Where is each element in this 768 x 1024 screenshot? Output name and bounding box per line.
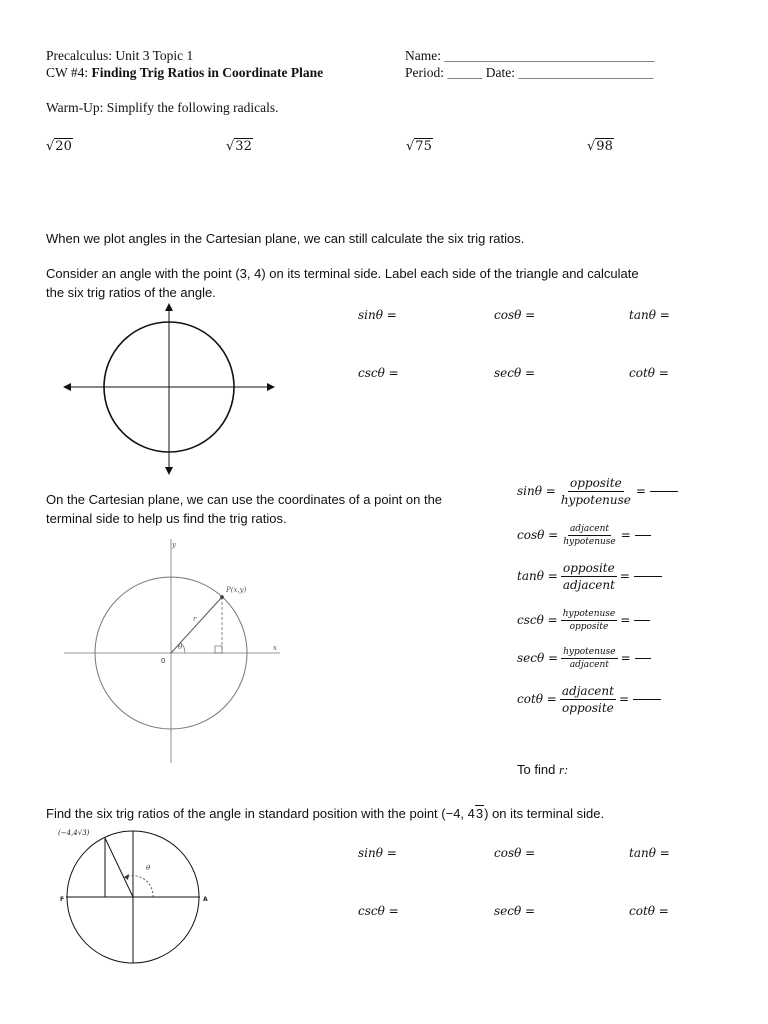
formula-cot: cotθ = $\frac{\text{adjacent}}{\text{opposite}}$ = bbox=[517, 684, 661, 715]
right-label-a: A bbox=[203, 896, 208, 903]
date-label: Date: bbox=[482, 65, 519, 80]
left-label-f: F bbox=[60, 896, 65, 903]
date-blank: ___________________________ bbox=[518, 69, 654, 80]
radical-2: √32 bbox=[226, 139, 252, 154]
assignment-title bbox=[46, 65, 323, 81]
period-date-line bbox=[405, 65, 653, 81]
tan-ratio-2: tanθ = bbox=[629, 846, 670, 860]
radius-label: r bbox=[193, 615, 197, 623]
cot-ratio-1: cotθ = bbox=[629, 366, 669, 380]
point-p-label: P(x,y) bbox=[226, 586, 247, 594]
name-line bbox=[405, 48, 654, 64]
course-title: Precalculus: Unit 3 Topic 1 bbox=[46, 48, 194, 63]
name-blank: __________________________________________ bbox=[444, 52, 655, 63]
circle-diagram-2 bbox=[58, 826, 228, 966]
period-label: Period: bbox=[405, 65, 448, 80]
sin-ratio-1: sinθ = bbox=[358, 308, 397, 322]
cartesian-line1: On the Cartesian plane, we can use the coordinates of a point on the bbox=[46, 492, 443, 507]
x-axis-label: x bbox=[273, 644, 277, 652]
formula-tan: tanθ = $\frac{\text{opposite}}{\text{adjacent}}$ = bbox=[517, 561, 662, 592]
warmup-prompt: Warm-Up: Simplify the following radicals. bbox=[46, 100, 279, 115]
point-label-2: (−4,4√3) bbox=[58, 829, 90, 837]
cartesian-line2: terminal side to help us find the trig ratios. bbox=[46, 511, 287, 526]
cot-ratio-2: cotθ = bbox=[629, 904, 669, 918]
name-label: Name: bbox=[405, 48, 445, 63]
cos-ratio-2: cosθ = bbox=[494, 846, 536, 860]
assignment-name: Finding Trig Ratios in Coordinate Plane bbox=[91, 65, 324, 80]
tan-ratio-1: tanθ = bbox=[629, 308, 670, 322]
radical-3: √75 bbox=[406, 139, 432, 154]
csc-ratio-1: cscθ = bbox=[358, 366, 399, 380]
y-axis-label: y bbox=[172, 541, 176, 549]
unit-circle-diagram bbox=[60, 535, 290, 765]
formula-sec: secθ = $\frac{\text{hypotenuse}}{\text{adjacent}}$ = bbox=[517, 647, 651, 670]
problem1-line2: the six trig ratios of the angle. bbox=[46, 285, 216, 300]
formula-csc: cscθ = $\frac{\text{hypotenuse}}{\text{opposite}}$ = bbox=[517, 609, 650, 632]
sec-ratio-1: secθ = bbox=[494, 366, 536, 380]
circle-diagram-1 bbox=[60, 300, 280, 480]
radical-4: √98 bbox=[587, 139, 613, 154]
assignment-prefix: CW #4: bbox=[46, 65, 92, 80]
radical-1: √20 bbox=[46, 139, 72, 154]
period-blank: _______ bbox=[447, 69, 483, 80]
csc-ratio-2: cscθ = bbox=[358, 904, 399, 918]
sin-ratio-2: sinθ = bbox=[358, 846, 397, 860]
intro-text: When we plot angles in the Cartesian plane, we can still calculate the six trig ratios. bbox=[46, 231, 525, 246]
formula-sin: sinθ = $\frac{\text{opposite}}{\text{hypotenuse}}$ = bbox=[517, 476, 678, 507]
theta-label: θ bbox=[178, 643, 183, 651]
to-find-r: To find r: bbox=[517, 762, 569, 777]
problem1-line1: Consider an angle with the point (3, 4) on its terminal side. Label each side of the triangle and calculate bbox=[46, 266, 639, 281]
origin-label: 0 bbox=[161, 657, 166, 665]
sec-ratio-2: secθ = bbox=[494, 904, 536, 918]
cos-ratio-1: cosθ = bbox=[494, 308, 536, 322]
problem2-text: Find the six trig ratios of the angle in standard position with the point (−4, 43) on its terminal side. bbox=[46, 806, 605, 821]
theta-label-2: θ bbox=[146, 864, 151, 872]
formula-cos: cosθ = $\frac{\text{adjacent}}{\text{hypotenuse}}$ = bbox=[517, 524, 651, 547]
